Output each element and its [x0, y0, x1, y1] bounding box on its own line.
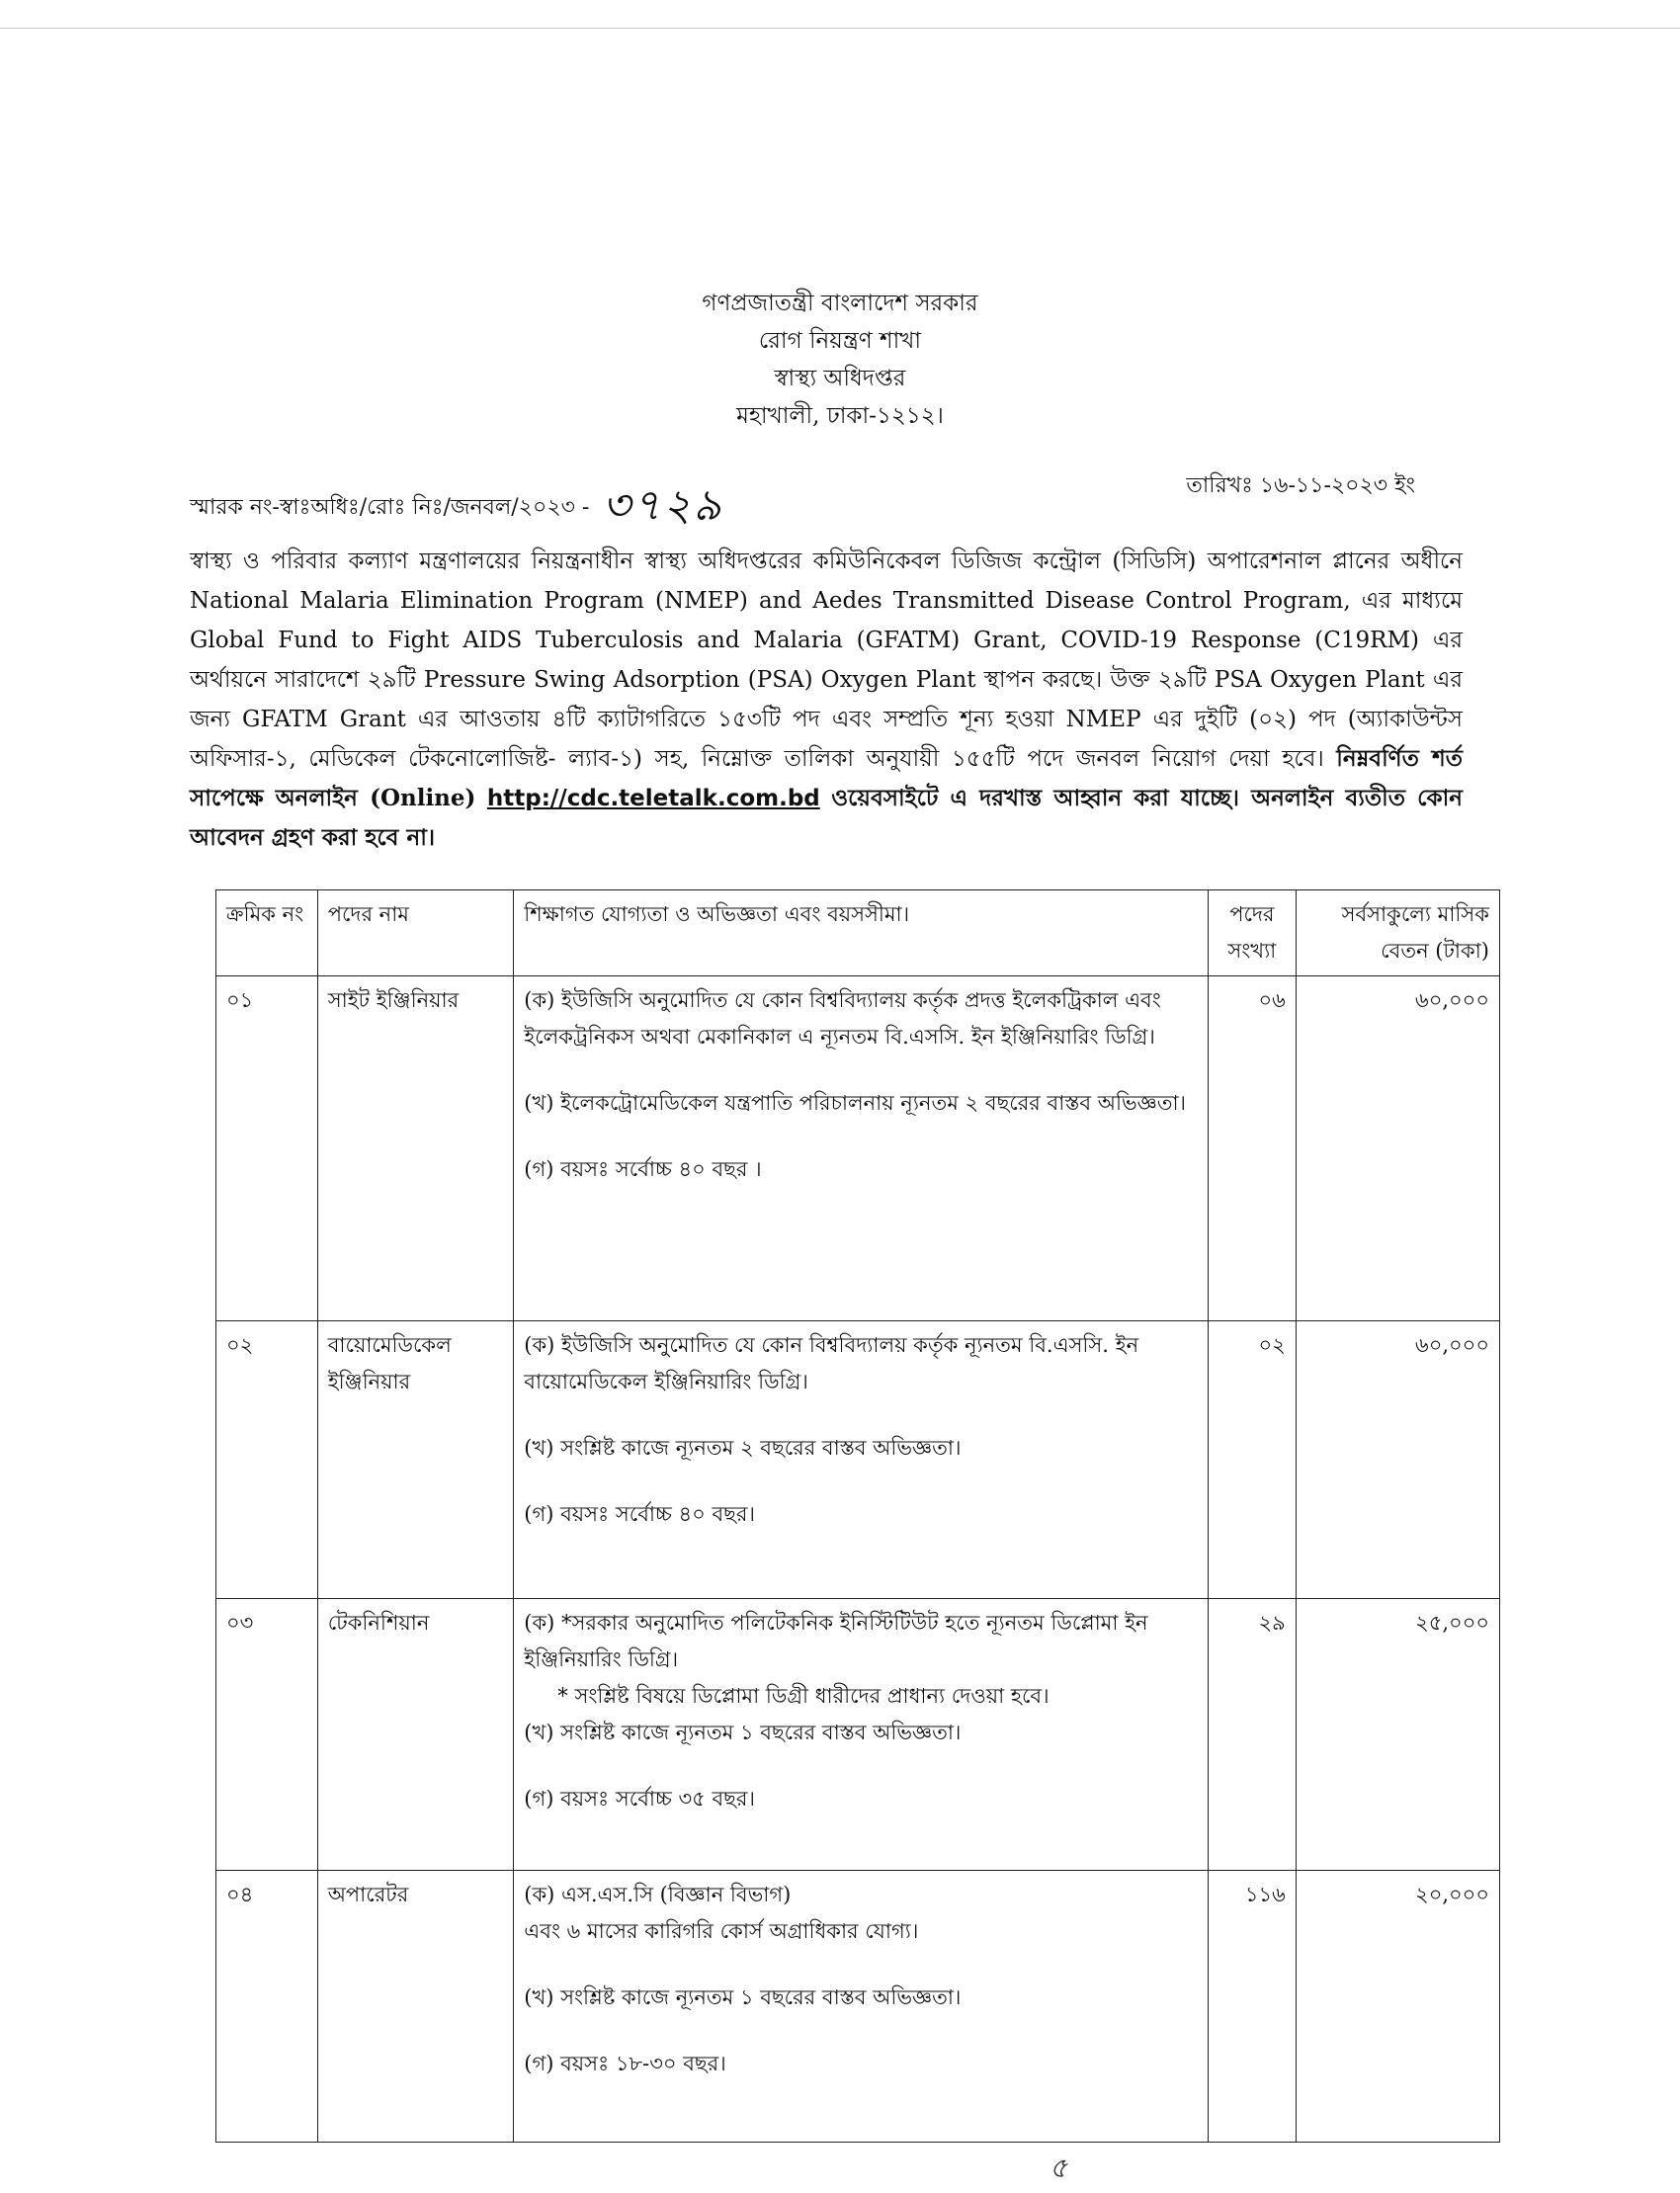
- letterhead-directorate: স্বাস্থ্য অধিদপ্তর: [774, 366, 906, 391]
- table-row: [216, 1599, 1500, 1871]
- row-post-name: টেকনিশিয়ান: [317, 1599, 514, 1871]
- row-qualification: [514, 1871, 1209, 2143]
- row-qualification: [514, 1321, 1209, 1599]
- header-post-name: পদের নাম: [317, 890, 514, 976]
- qualification-ga: (গ) বয়সঃ ১৮-৩০ বছর।: [524, 2052, 726, 2075]
- qualification-ka-note: * সংশ্লিষ্ট বিষয়ে ডিপ্লোমা ডিগ্রী ধারীদের প্রাধান্য দেওয়া হবে।: [557, 1684, 1050, 1708]
- application-website-link[interactable]: http://cdc.teletalk.com.bd: [486, 786, 820, 811]
- intro-online-condition: নিম্নবর্ণিত শর্ত সাপেক্ষে অনলাইন (Online): [190, 745, 1463, 811]
- row-salary: ২০,০০০: [1296, 1871, 1499, 2143]
- qualification-kha: (খ) ইলেকট্রোমেডিকেল যন্ত্রপাতি পরিচালনায় ন্যূনতম ২ বছরের বাস্তব অভিজ্ঞতা।: [524, 1091, 1187, 1115]
- letterhead-address: মহাখালী, ঢাকা-১২১২।: [736, 403, 944, 429]
- row-salary: ৬০,০০০: [1296, 1321, 1499, 1599]
- row-serial: ০১: [216, 976, 318, 1321]
- qualification-ka-note: এবং ৬ মাসের কারিগরি কোর্স অগ্রাধিকার যোগ্য।: [524, 1919, 919, 1943]
- header-salary: সর্বসাকুল্যে মাসিক বেতন (টাকা): [1296, 890, 1499, 976]
- letterhead-government: গণপ্রজাতন্ত্রী বাংলাদেশ সরকার: [702, 291, 978, 316]
- row-qualification: [514, 976, 1209, 1321]
- row-qualification: [514, 1599, 1209, 1871]
- posts-table: [215, 889, 1500, 2143]
- row-post-count: ০৬: [1208, 976, 1296, 1321]
- qualification-ka: (ক) ইউজিসি অনুমোদিত যে কোন বিশ্ববিদ্যালয় কর্তৃক প্রদত্ত ইলেকট্রিকাল এবং ইলেকট্রনিকস অথবা মেকানিকাল এ ন্যূনতম বি.এসসি. ইন ইঞ্জিনিয়ারিং ডিগ্রি।: [524, 988, 1161, 1049]
- page-number-mark: ৫: [1050, 2151, 1068, 2184]
- table-row: [216, 976, 1500, 1321]
- row-post-name: বায়োমেডিকেল ইঞ্জিনিয়ার: [317, 1321, 514, 1599]
- row-post-count: ১১৬: [1208, 1871, 1296, 2143]
- header-qualification: শিক্ষাগত যোগ্যতা ও অভিজ্ঞতা এবং বয়সসীমা।: [514, 890, 1209, 976]
- qualification-kha: (খ) সংশ্লিষ্ট কাজে ন্যূনতম ১ বছরের বাস্তব অভিজ্ঞতা।: [524, 1985, 962, 2009]
- row-serial: ০৩: [216, 1599, 318, 1871]
- qualification-kha: (খ) সংশ্লিষ্ট কাজে ন্যূনতম ১ বছরের বাস্তব অভিজ্ঞতা।: [524, 1721, 962, 1744]
- memo-label: স্মারক নং-স্বাঃঅধিঃ/রোঃ নিঃ/জনবল/২০২৩ -: [190, 495, 590, 520]
- table-row: [216, 1321, 1500, 1599]
- row-salary: ৬০,০০০: [1296, 976, 1499, 1321]
- row-post-name: অপারেটর: [317, 1871, 514, 2143]
- qualification-ga: (গ) বয়সঃ সর্বোচ্চ ৪০ বছর।: [524, 1502, 755, 1526]
- letterhead-branch: রোগ নিয়ন্ত্রণ শাখা: [758, 328, 922, 354]
- row-salary: ২৫,০০০: [1296, 1599, 1499, 1871]
- header-serial: ক্রমিক নং: [216, 890, 318, 976]
- letterhead: [0, 285, 1680, 435]
- intro-paragraph: [190, 542, 1463, 858]
- row-post-name: সাইট ইঞ্জিনিয়ার: [317, 976, 514, 1321]
- qualification-ka: (ক) এস.এস.সি (বিজ্ঞান বিভাগ): [524, 1883, 792, 1906]
- qualification-ka: (ক) ইউজিসি অনুমোদিত যে কোন বিশ্ববিদ্যালয় কর্তৃক ন্যূনতম বি.এসসি. ইন বায়োমেডিকেল ইঞ্জিনিয়ারিং ডিগ্রি।: [524, 1333, 1139, 1393]
- memo-number-handwritten: ৩৭২৯: [602, 480, 723, 531]
- row-post-count: ২৯: [1208, 1599, 1296, 1871]
- memo-date: তারিখঃ ১৬-১১-২০২৩ ইং: [1186, 473, 1415, 498]
- row-serial: ০৪: [216, 1871, 318, 2143]
- row-post-count: ০২: [1208, 1321, 1296, 1599]
- qualification-ga: (গ) বয়সঃ সর্বোচ্চ ৪০ বছর ।: [524, 1157, 762, 1181]
- scan-edge-line: [0, 28, 1680, 29]
- qualification-ka: (ক) *সরকার অনুমোদিত পলিটেকনিক ইনিস্টিটিউট হতে ন্যূনতম ডিপ্লোমা ইন ইঞ্জিনিয়ারিং ডিগ্রি।: [524, 1611, 1148, 1671]
- qualification-ga: (গ) বয়সঃ সর্বোচ্চ ৩৫ বছর।: [524, 1787, 755, 1811]
- intro-text: স্বাস্থ্য ও পরিবার কল্যাণ মন্ত্রণালয়ের নিয়ন্ত্রনাধীন স্বাস্থ্য অধিদপ্তরের কমিউনিকেবল ডিজিজ কন্ট্রোল (সিডিসি) অপারেশনাল প্লানের অধীনে National Malaria Elimination Program (NMEP) and Aedes Transmitted Disease Control Program, এর মাধ্যমে Global Fund to Fight AIDS Tuberculosis and Malaria (GFATM) Grant, COVID-19 Response (C19RM) এর অর্থায়নে সারাদেশে ২৯টি Pressure Swing Adsorption (PSA) Oxygen Plant স্থাপন করছে। উক্ত ২৯টি PSA Oxygen Plant এর জন্য GFATM Grant এর আওতায় ৪টি ক্যাটাগরিতে ১৫৩টি পদ এবং সম্প্রতি শূন্য হওয়া NMEP এর দুইটি (০২) পদ (অ্যাকাউন্টস অফিসার-১, মেডিকেল টেকনোলোজিষ্ট- ল্যাব-১) সহ, নিম্নোক্ত তালিকা অনুযায়ী ১৫৫টি পদে জনবল নিয়োগ দেয়া হবে।: [190, 548, 1463, 772]
- row-serial: ০২: [216, 1321, 318, 1599]
- table-row: [216, 1871, 1500, 2143]
- memo-reference: [190, 472, 723, 545]
- qualification-kha: (খ) সংশ্লিষ্ট কাজে ন্যূনতম ২ বছরের বাস্তব অভিজ্ঞতা।: [524, 1436, 962, 1460]
- header-post-count: পদের সংখ্যা: [1208, 890, 1296, 976]
- intro-online-only: ওয়েবসাইটে এ দরখাস্ত আহ্বান করা যাচ্ছে। অনলাইন ব্যতীত কোন আবেদন গ্রহণ করা হবে না।: [190, 785, 1464, 851]
- table-header-row: [216, 890, 1500, 976]
